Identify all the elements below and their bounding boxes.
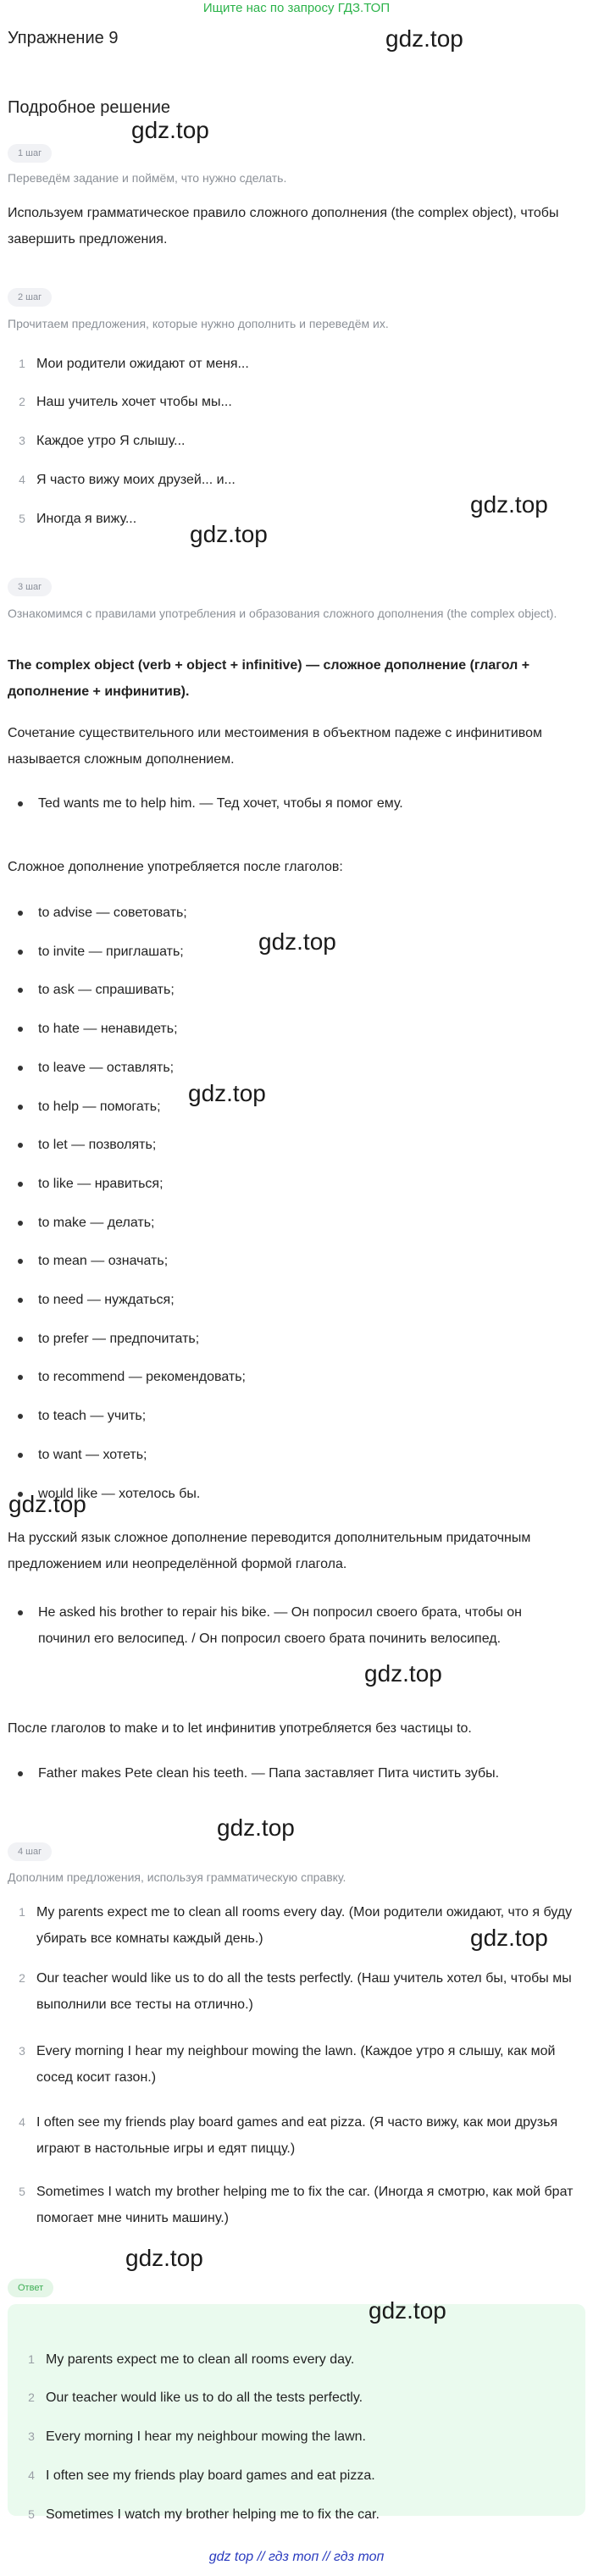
step1-text: Используем грамматическое правило сложного дополнения (the complex object), чтобы завершить предложения. [8,206,559,247]
watermark: gdz.top [470,1925,548,1951]
watermark: gdz.top [364,1660,442,1687]
list-item: 3 Every morning I hear my neighbour mowing the lawn. (Каждое утро я слышу, как мой сосед косит газон.) [19,2044,556,2085]
list-item: to hate — ненавидеть; [8,1016,584,1042]
answer-item: 2 Our teacher would like us to do all the tests perfectly. [28,2390,363,2405]
watermark: gdz.top [258,928,336,955]
list-item: 1 Мои родители ожидают от меня... [19,357,249,371]
list-item: 1 My parents expect me to clean all rooms every day. (Мои родители ожидают, что я буду убирать все комнаты каждый день.) [19,1905,573,1946]
answer-item: 3 Every morning I hear my neighbour mowing the lawn. [28,2429,366,2444]
list-item: to let — позволять; [8,1132,584,1158]
watermark: gdz.top [217,1814,295,1841]
list-item: 4 Я часто вижу моих друзей... и... [19,473,236,487]
list-item: would like — хотелось бы. [8,1481,584,1507]
step3-rule: The complex object (verb + object + infinitive) — сложное дополнение (глагол + дополнение + инфинитив). [8,658,530,699]
list-item: to like — нравиться; [8,1171,584,1197]
list-item: to prefer — предпочитать; [8,1326,584,1352]
footer-links[interactable]: gdz top // гдз топ // гдз топ [208,2550,385,2564]
list-item: to want — хотеть; [8,1442,584,1468]
list-item: to advise — советовать; [8,900,584,926]
watermark: gdz.top [470,491,548,518]
list-item: 2 Our teacher would like us to do all the tests perfectly. (Наш учитель хотел бы, чтобы мы выполнили все тесты на отлично.) [19,1971,572,2012]
list-item: to mean — означать; [8,1248,584,1274]
step-badge-3: 3 шаг [8,578,52,596]
answer-badge: Ответ [8,2279,53,2297]
list-item: to ask — спрашивать; [8,977,584,1003]
list-item: 2 Наш учитель хочет чтобы мы... [19,395,232,409]
step3-definition: Сочетание существительного или местоимения в объектном падеже с инфинитивом называется сложным дополнением. [8,726,542,767]
watermark: gdz.top [190,521,268,547]
answer-item: 1 My parents expect me to clean all rooms every day. [28,2352,355,2367]
list-item: to help — помогать; [8,1094,584,1120]
list-item: 5 Иногда я вижу... [19,512,137,526]
solution-heading: Подробное решение [8,98,171,117]
exercise-title: Упражнение 9 [8,29,119,47]
list-item: 3 Каждое утро Я слышу... [19,434,186,448]
step3-hint: Ознакомимся с правилами употребления и образования сложного дополнения (the complex object). [8,607,557,620]
list-item: to leave — оставлять; [8,1055,584,1081]
answer-item: 4 I often see my friends play board games and eat pizza. [28,2468,375,2483]
list-item: to recommend — рекомендовать; [8,1364,584,1390]
top-banner[interactable]: Ищите нас по запросу ГДЗ.ТОП [202,1,391,15]
after-verbs-text: Сложное дополнение употребляется после глаголов: [8,860,343,874]
example-item: He asked his brother to repair his bike. — Он попросил своего брата, чтобы он починил его велосипед. / Он попросил своего брата починить велосипед. [8,1599,584,1652]
step4-hint: Дополним предложения, используя грамматическую справку. [8,1870,346,1884]
watermark: gdz.top [385,25,463,52]
translation-rule: На русский язык сложное дополнение переводится дополнительным придаточным предложением или неопределённой формой глагола. [8,1531,531,1571]
step-badge-1: 1 шаг [8,144,52,163]
example-item: Father makes Pete clean his teeth. — Папа заставляет Пита чистить зубы. [8,1760,584,1787]
watermark: gdz.top [125,2245,203,2271]
list-item: to invite — приглашать; [8,939,584,965]
watermark: gdz.top [188,1080,266,1106]
step-badge-4: 4 шаг [8,1842,52,1861]
list-item: 5 Sometimes I watch my brother helping me to fix the car. (Иногда я смотрю, как мой брат помогает мне чинить машину.) [19,2185,574,2225]
watermark: gdz.top [8,1491,86,1517]
step2-hint: Прочитаем предложения, которые нужно дополнить и переведём их. [8,317,389,330]
example-item: Ted wants me to help him. — Тед хочет, чтобы я помог ему. [8,790,584,817]
list-item: to teach — учить; [8,1403,584,1429]
watermark: gdz.top [131,117,209,143]
make-let-rule: После глаголов to make и to let инфинитив употребляется без частицы to. [8,1721,472,1736]
step1-hint: Переведём задание и поймём, что нужно сделать. [8,171,287,185]
step-badge-2: 2 шаг [8,288,52,307]
list-item: 4 I often see my friends play board games and eat pizza. (Я часто вижу, как мои друзья играют в настольные игры и едят пиццу.) [19,2115,558,2156]
list-item: to make — делать; [8,1210,584,1236]
list-item: to need — нуждаться; [8,1287,584,1313]
answer-item: 5 Sometimes I watch my brother helping me to fix the car. [28,2507,380,2522]
watermark: gdz.top [369,2297,446,2324]
